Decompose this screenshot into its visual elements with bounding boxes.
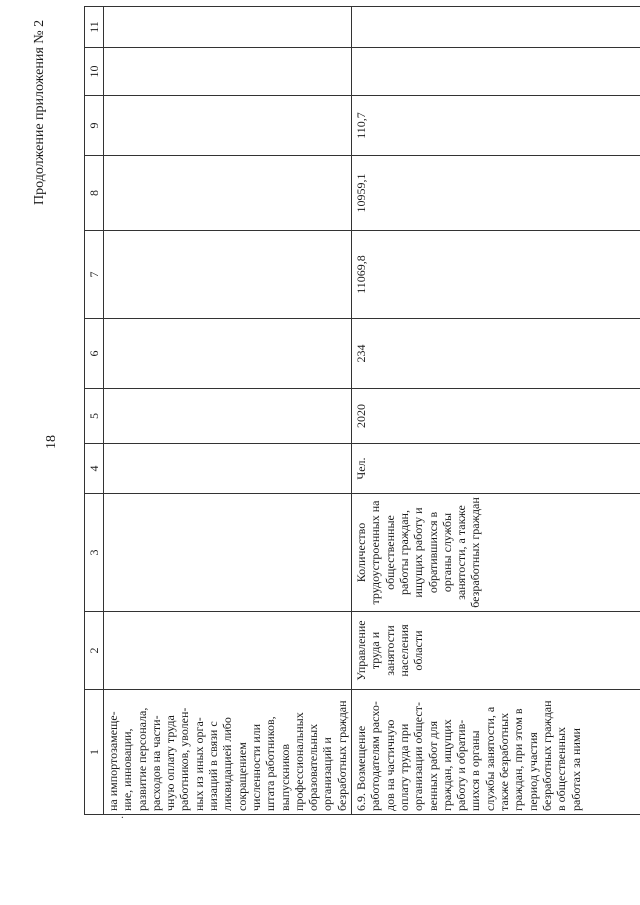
cell-empty bbox=[104, 156, 352, 231]
cell-empty bbox=[104, 96, 352, 156]
cell-empty bbox=[104, 389, 352, 444]
cell-value: 234 bbox=[352, 319, 640, 389]
cell-col-10 bbox=[352, 48, 640, 96]
cell-continuation-text: на импортозамеще-ние, инновации, развитие персонала, расходов на части-чную оплату труда работников, уволен-ных из иных орга-низаций в связи с ликвидацией либо сокращением численности или штата работников, выпускников профессиональных образовательных организаций и безработных граждан bbox=[104, 690, 352, 815]
cell-indicator: Количество трудоустроенных на общественные работы граждан, ищущих работу и обратившихся в органы службы занятости, а также безработных граждан bbox=[352, 494, 640, 612]
cell-empty bbox=[104, 444, 352, 494]
table-row-6-9 bbox=[352, 7, 640, 815]
col-header-3: 3 bbox=[85, 494, 104, 612]
page-number: 18 bbox=[44, 435, 59, 449]
cell-empty bbox=[104, 48, 352, 96]
stray-mark: · bbox=[118, 815, 129, 819]
col-header-5: 5 bbox=[85, 389, 104, 444]
cell-empty bbox=[104, 231, 352, 319]
cell-col-11 bbox=[352, 7, 640, 48]
col-header-6: 6 bbox=[85, 319, 104, 389]
col-header-10: 10 bbox=[85, 48, 104, 96]
cell-empty bbox=[104, 494, 352, 612]
appendix-table bbox=[84, 6, 640, 815]
cell-total-funding: 11069,8 bbox=[352, 231, 640, 319]
col-header-4: 4 bbox=[85, 444, 104, 494]
cell-year: 2020 bbox=[352, 389, 640, 444]
cell-unit: Чел. bbox=[352, 444, 640, 494]
cell-measure-name: 6.9. Возмещение работодателям расхо-дов на частичную оплату труда при организации общест-венных работ для граждан, ищущих работу и обратив-шихся в органы службы занятости, а также безработных граждан, при этом в период участия безработных граждан в общественных работах за ними bbox=[352, 690, 640, 815]
cell-empty bbox=[104, 319, 352, 389]
col-header-9: 9 bbox=[85, 96, 104, 156]
cell-empty bbox=[104, 612, 352, 690]
col-header-2: 2 bbox=[85, 612, 104, 690]
cell-regional-funding: 110,7 bbox=[352, 96, 640, 156]
col-header-7: 7 bbox=[85, 231, 104, 319]
cell-federal-funding: 10959,1 bbox=[352, 156, 640, 231]
col-header-11: 11 bbox=[85, 7, 104, 48]
cell-empty bbox=[104, 7, 352, 48]
col-header-8: 8 bbox=[85, 156, 104, 231]
col-header-1: 1 bbox=[85, 690, 104, 815]
table-row-continuation bbox=[104, 7, 352, 815]
cell-executor: Управление труда и занятости населения области bbox=[352, 612, 640, 690]
column-number-row bbox=[85, 7, 104, 815]
continuation-heading: Продолжение приложения № 2 bbox=[32, 19, 47, 205]
